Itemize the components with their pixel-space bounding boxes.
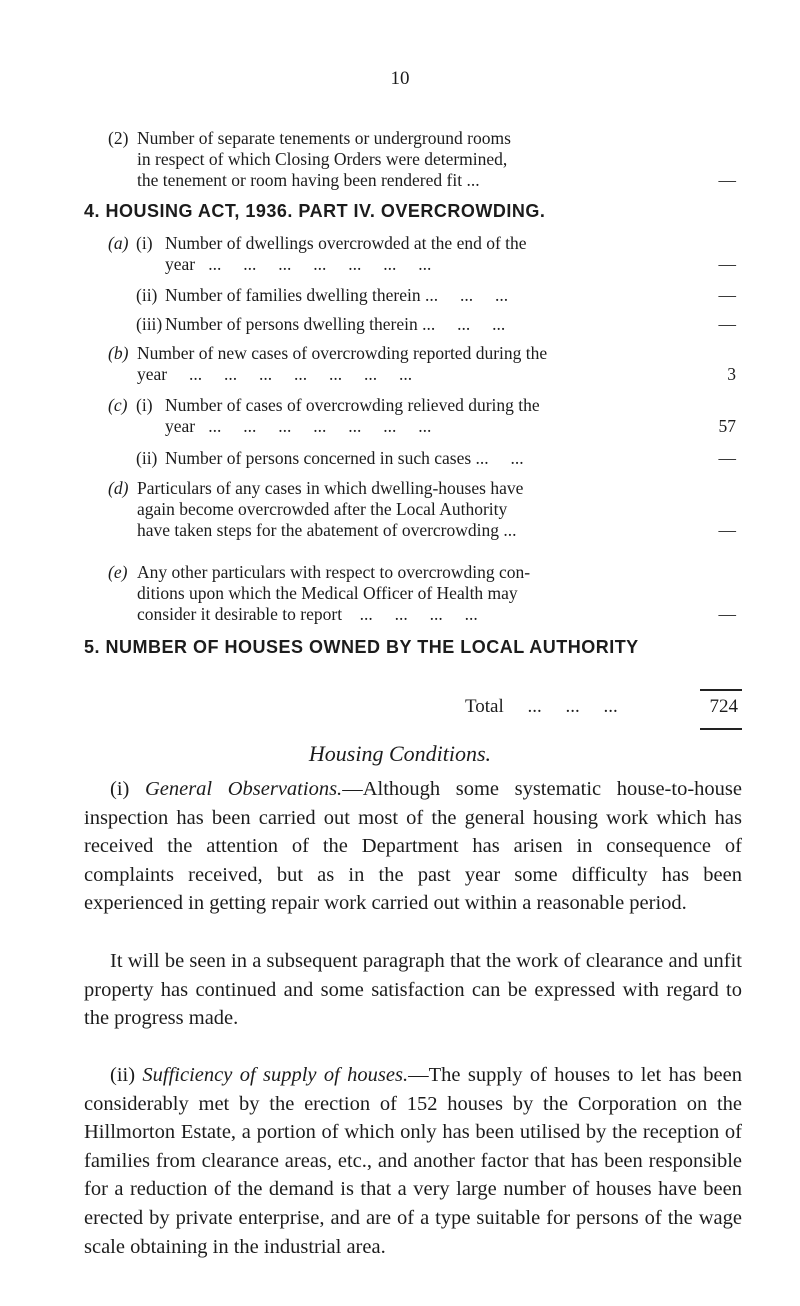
- item-e-line-2: ditions upon which the Medical Officer of Health may: [137, 583, 518, 603]
- total-rule-top: [700, 689, 742, 691]
- item-c-ii-value: —: [718, 448, 736, 468]
- item-b-text: [137, 343, 547, 385]
- item-a-i-text: [165, 233, 527, 275]
- item-c-ii-label: (ii): [136, 448, 158, 468]
- item-2-line-3: the tenement or room having been rendered fit ...: [137, 170, 480, 190]
- para1-subheading: General Observations.: [144, 778, 343, 800]
- item-b-label: (b): [108, 343, 129, 363]
- total-value: 724: [709, 696, 738, 717]
- total-label: Total ... ... ...: [465, 696, 618, 717]
- para3-body: —The supply of houses to let has been considerably met by the erection of 152 houses by the Corporation on the Hillmorton Estate, a portion of which only has been utilised by the reception of families from clearance areas, etc., and another factor that has been responsible for a reduction of the demand is that a very large number of houses have been erected by private enterprise, and are of a type suitable for persons of the wage scale obtaining in the industrial area.: [84, 1064, 742, 1258]
- item-b-value: 3: [727, 364, 736, 384]
- item-e-value: —: [718, 604, 736, 624]
- page-number: 10: [390, 68, 410, 89]
- item-e-line-3: consider it desirable to report ... ... ... ...: [137, 604, 478, 624]
- item-d-line-1: Particulars of any cases in which dwelling-houses have: [137, 478, 524, 498]
- item-c-i-text: [165, 395, 540, 437]
- item-a-iii-label: (iii): [136, 314, 163, 334]
- item-2-line-2: in respect of which Closing Orders were determined,: [137, 149, 508, 169]
- item-d-value: —: [718, 520, 736, 540]
- item-e-line-1: Any other particulars with respect to overcrowding con-: [137, 562, 531, 582]
- paragraph-clearance: [84, 947, 742, 1033]
- item-c-ii-text: Number of persons concerned in such cases ... ...: [165, 448, 524, 468]
- item-c-i-line-1: Number of cases of overcrowding relieved during the: [165, 395, 540, 415]
- para2-body: It will be seen in a subsequent paragraph that the work of clearance and unfit property has continued and some satisfaction can be expressed with regard to the progress made.: [84, 950, 742, 1030]
- item-a-iii-value: —: [718, 314, 736, 334]
- item-e-text: [137, 562, 530, 625]
- item-a-i-line-2: year ... ... ... ... ... ... ...: [165, 254, 432, 274]
- para3-subheading: Sufficiency of supply of houses.: [142, 1064, 409, 1086]
- para1-body: —Although some systematic house-to-house inspection has been carried out most of the general housing work which has received the attention of the Department has arisen in consequence of complaints received, but as in the past year some difficulty has been experienced in getting repair work carried out within a reasonable period.: [84, 778, 742, 915]
- total-rule-bottom: [700, 728, 742, 730]
- paragraph-general-observations: [84, 775, 742, 918]
- item-d-label: (d): [108, 478, 129, 498]
- item-a-i-value: —: [718, 254, 736, 274]
- para3-prefix: (ii): [110, 1064, 143, 1086]
- item-c-i-label: (i): [136, 395, 153, 415]
- item-a-ii-label: (ii): [136, 285, 158, 305]
- section-4-heading: 4. HOUSING ACT, 1936. PART IV. OVERCROWDING.: [84, 201, 546, 221]
- item-a-i-line-1: Number of dwellings overcrowded at the end of the: [165, 233, 527, 253]
- item-2-label: (2): [108, 128, 129, 148]
- item-b-line-1: Number of new cases of overcrowding reported during the: [137, 343, 548, 363]
- item-d-line-2: again become overcrowded after the Local Authority: [137, 499, 508, 519]
- item-a-ii-value: —: [718, 285, 736, 305]
- item-d-text: [137, 478, 523, 541]
- item-b-line-2: year ... ... ... ... ... ... ...: [137, 364, 413, 384]
- section-5-heading: 5. NUMBER OF HOUSES OWNED BY THE LOCAL AUTHORITY: [84, 637, 639, 657]
- item-a-iii-text: Number of persons dwelling therein ... ... ...: [165, 314, 506, 334]
- housing-conditions-title: Housing Conditions.: [308, 741, 492, 766]
- item-2-value: —: [718, 170, 736, 190]
- item-c-i-line-2: year ... ... ... ... ... ... ...: [165, 416, 432, 436]
- item-2-line-1: Number of separate tenements or underground rooms: [137, 128, 511, 148]
- item-a-ii-text: Number of families dwelling therein ... ... ...: [165, 285, 509, 305]
- para1-prefix: (i): [110, 778, 145, 800]
- item-2-text: [137, 128, 707, 191]
- item-e-label: (e): [108, 562, 128, 582]
- item-c-i-value: 57: [718, 416, 736, 436]
- item-c-label: (c): [108, 395, 128, 415]
- item-a-label: (a): [108, 233, 129, 253]
- item-a-i-label: (i): [136, 233, 153, 253]
- item-d-line-3: have taken steps for the abatement of overcrowding ...: [137, 520, 517, 540]
- paragraph-sufficiency: [84, 1061, 742, 1261]
